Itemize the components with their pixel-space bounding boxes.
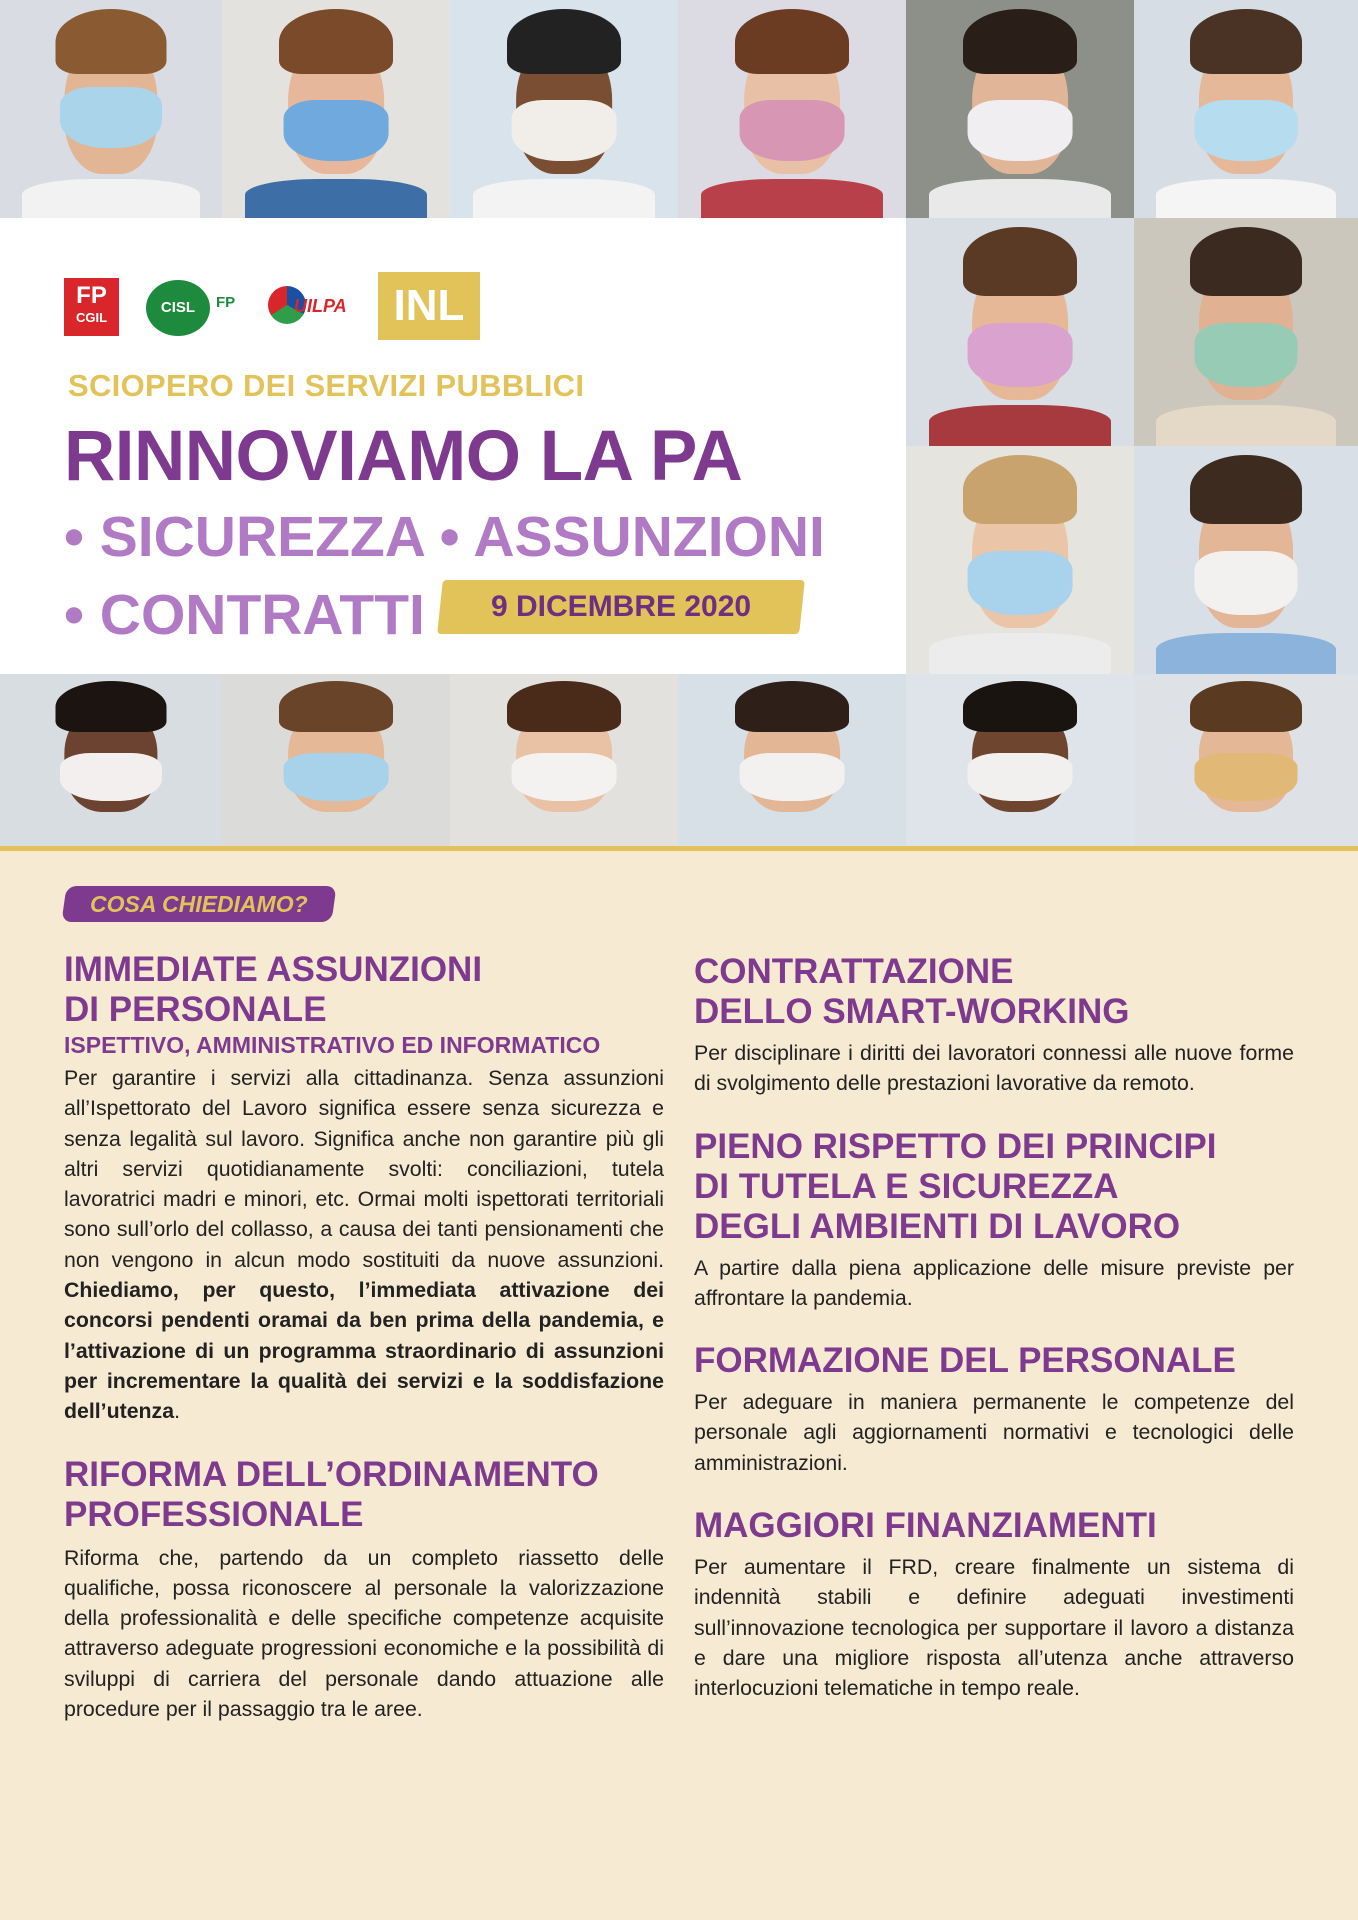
portrait-photo — [222, 0, 450, 218]
demand-block — [64, 1455, 664, 1725]
demand-text: Per adeguare in maniera permanente le competenze del personale agli aggiornamenti normativi e tecnologici delle amministrazioni. — [694, 1390, 1294, 1475]
cisl-logo: CISL — [146, 280, 210, 336]
portrait-photo — [0, 674, 222, 846]
demand-text: Riforma che, partendo da un completo riassetto delle qualifiche, possa riconoscere al personale la valorizzazione della professionalità e delle specifiche competenze acquisite attraverso adeguate progressioni economiche e la possibilità di sviluppi di carriera del personale dando attuazione alle procedure per il passaggio tra le aree. — [64, 1545, 664, 1722]
demand-block — [694, 952, 1294, 1099]
fp-cgil-logo: FP CGIL — [64, 278, 119, 336]
demand-title: IMMEDIATE ASSUNZIONI DI PERSONALE — [64, 950, 483, 1029]
section-label — [61, 886, 336, 922]
demands-line-1: • SICUREZZA • ASSUNZIONI — [64, 505, 825, 569]
demand-text-body: Per garantire i servizi alla cittadinanza. Senza assunzioni all’Ispettorato del Lavoro significa essere senza sicurezza e senza legalità sul lavoro. Significa anche non garantire più gli altri servizi quotidianamente svolti: conciliazioni, tutela lavoratrici madri e minori, etc. Ormai molti ispettorati territoriali sono sull’orlo del collasso, a causa dei tanti pensionamenti che non vengono in alcun modo sostituiti da nuove assunzioni. — [64, 1066, 664, 1272]
demand-block — [694, 1127, 1294, 1314]
portrait-photo — [450, 0, 678, 218]
left-column — [64, 950, 664, 1752]
portrait-photo — [1134, 674, 1358, 846]
portrait-photo — [906, 0, 1134, 218]
portrait-photo — [450, 674, 678, 846]
page-title: RINNOVIAMO LA PA — [64, 417, 743, 496]
portrait-photo — [906, 446, 1134, 674]
demand-text — [64, 1063, 664, 1427]
inl-logo: INL — [378, 272, 480, 340]
demand-title: MAGGIORI FINANZIAMENTI — [694, 1506, 1157, 1546]
portrait-photo — [906, 218, 1134, 446]
date-text: 9 DICEMBRE 2020 — [490, 590, 752, 623]
demand-text: A partire dalla piena applicazione delle misure previste per affrontare la pandemia. — [694, 1255, 1294, 1310]
demand-title: RIFORMA DELL’ORDINAMENTO PROFESSIONALE — [64, 1454, 599, 1534]
portrait-photo — [678, 0, 906, 218]
demand-block — [694, 1506, 1294, 1703]
uilpa-logo: UILPA — [294, 296, 347, 316]
strike-subtitle: SCIOPERO DEI SERVIZI PUBBLICI — [68, 368, 585, 403]
portrait-photo — [1134, 218, 1358, 446]
portrait-photo — [678, 674, 906, 846]
union-logos — [64, 272, 624, 342]
demand-subtitle: ISPETTIVO, AMMINISTRATIVO ED INFORMATICO — [64, 1032, 601, 1058]
demand-block — [64, 950, 664, 1427]
demand-block — [694, 1341, 1294, 1478]
portrait-photo — [0, 0, 222, 218]
demand-title: FORMAZIONE DEL PERSONALE — [694, 1341, 1236, 1381]
cisl-fp-label: FP — [216, 294, 236, 311]
demand-text: Per aumentare il FRD, creare finalmente un sistema di indennità stabili e definire adeguati investimenti sull’innovazione tecnologica per supportare il lavoro a distanza e dare una migliore risposta all’utenza anche attraverso interlocuzioni telematiche in tempo reale. — [694, 1555, 1294, 1701]
demand-text: Per disciplinare i diritti dei lavoratori connessi alle nuove forme di svolgimento delle prestazioni lavorative da remoto. — [694, 1041, 1294, 1096]
portrait-photo — [1134, 0, 1358, 218]
title-panel — [0, 218, 906, 674]
section-label-text: COSA CHIEDIAMO? — [90, 891, 308, 917]
portrait-photo — [906, 674, 1134, 846]
portrait-photo — [222, 674, 450, 846]
divider — [0, 846, 1358, 851]
demand-title: CONTRATTAZIONE DELLO SMART-WORKING — [694, 952, 1130, 1031]
date-badge — [437, 580, 805, 634]
demand-title: PIENO RISPETTO DEI PRINCIPI DI TUTELA E SICUREZZA DEGLI AMBIENTI DI LAVORO — [694, 1126, 1217, 1246]
demand-text-bold: Chiediamo, per questo, l’immediata attivazione dei concorsi pendenti oramai da ben prima della pandemia, e l’attivazione di un programma straordinario di assunzioni per incrementare la qualità dei servizi e la soddisfazione dell’utenza — [64, 1278, 664, 1424]
portrait-photo — [1134, 446, 1358, 674]
demand-text-end: . — [174, 1399, 180, 1424]
right-column — [694, 952, 1294, 1732]
demands-line-2: • CONTRATTI — [64, 583, 425, 647]
